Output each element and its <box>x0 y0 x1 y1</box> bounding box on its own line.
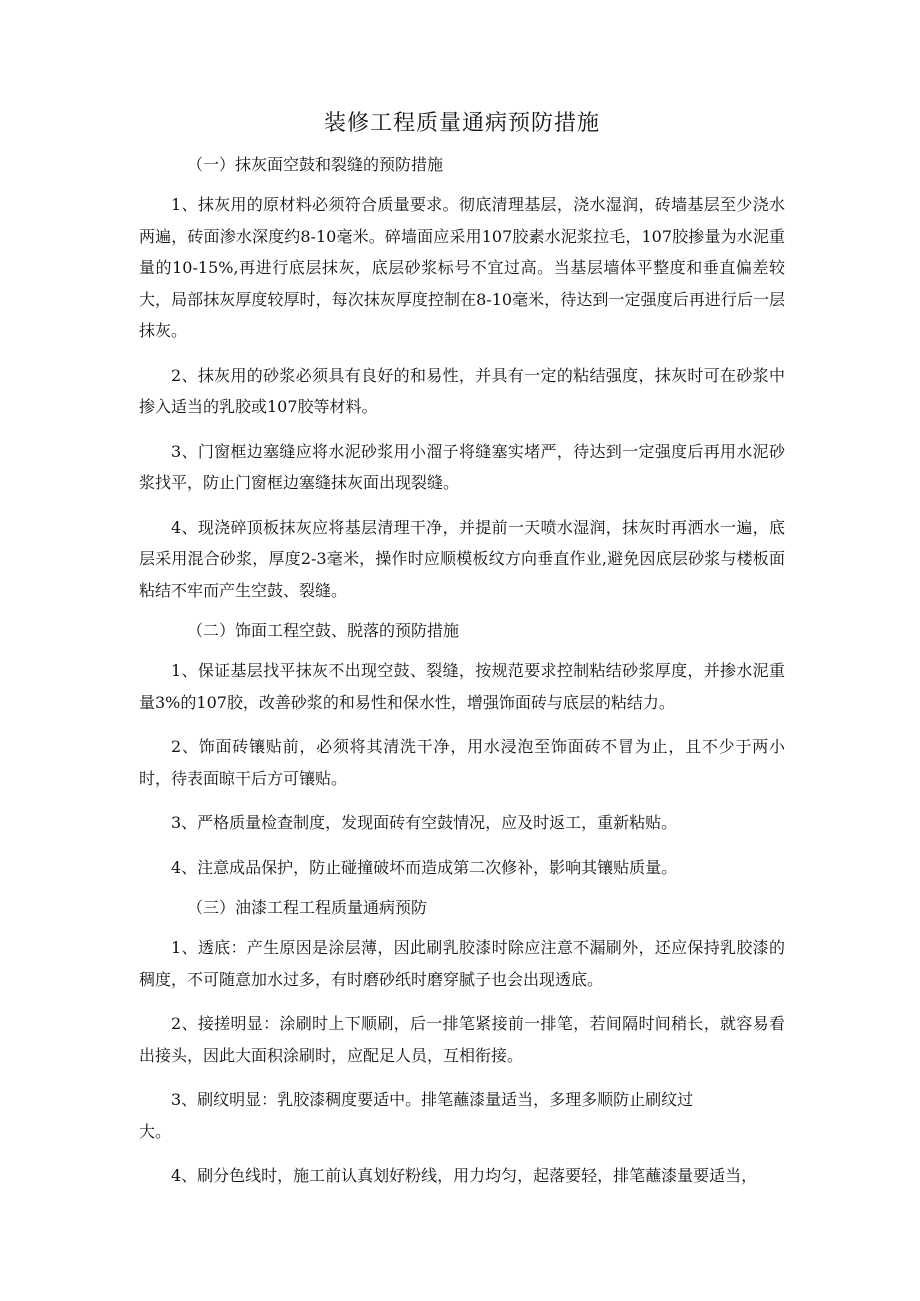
paragraph: 4、现浇碎顶板抹灰应将基层清理干净，并提前一天喷水湿润，抹灰时再洒水一遍，底层采用混合砂浆，厚度2-3毫米，操作时应顺模板纹方向垂直作业,避免因底层砂浆与楼板面粘结不牢而产生空鼓、裂缝。 <box>139 517 785 600</box>
paragraph: 3、门窗框边塞缝应将水泥砂浆用小溜子将缝塞实堵严，待达到一定强度后再用水泥砂浆找平，防止门窗框边塞缝抹灰面出现裂缝。 <box>139 441 785 492</box>
section-heading: （二）饰面工程空鼓、脱落的预防措施 <box>187 621 460 640</box>
paragraph: 3、严格质量检查制度，发现面砖有空鼓情况，应及时返工，重新粘贴。 <box>171 813 678 832</box>
section-heading: （一）抹灰面空鼓和裂缝的预防措施 <box>187 155 444 174</box>
paragraph: 1、透底：产生原因是涂层薄，因此刷乳胶漆时除应注意不漏刷外，还应保持乳胶漆的稠度，不可随意加水过多，有时磨砂纸时磨穿腻子也会出现透底。 <box>139 938 785 989</box>
paragraph: 3、刷纹明显：乳胶漆稠度要适中。排笔蘸漆量适当，多理多顺防止刷纹过 <box>171 1090 694 1109</box>
paragraph: 2、接搓明显：涂刷时上下顺刷，后一排笔紧接前一排笔，若间隔时间稍长，就容易看出接头，因此大面积涂刷时，应配足人员，互相衔接。 <box>139 1014 785 1065</box>
paragraph: 4、注意成品保护，防止碰撞破坏而造成第二次修补，影响其镶贴质量。 <box>171 857 678 877</box>
paragraph: 2、抹灰用的砂浆必须具有良好的和易性，并具有一定的粘结强度，抹灰时可在砂浆中掺入适当的乳胶或107胶等材料。 <box>139 365 785 416</box>
section-facing-tiles <box>139 619 785 883</box>
document-page <box>139 108 785 1205</box>
paragraph-continuation: 大。 <box>139 1121 172 1141</box>
paragraph: 4、刷分色线时，施工前认真划好粉线，用力均匀，起落要轻，排笔蘸漆量要适当， <box>171 1166 758 1185</box>
paragraph: 1、抹灰用的原材料必须符合质量要求。彻底清理基层，浇水湿润，砖墙基层至少浇水两遍，砖面渗水深度约8-10毫米。碎墙面应采用107胶素水泥浆拉毛，107胶掺量为水泥重量的10-15%,再进行底层抹灰，底层砂浆标号不宜过高。当基层墙体平整度和垂直偏差较大，局部抹灰厚度较厚时，每次抹灰厚度控制在8-10毫米，待达到一定强度后再进行后一层抹灰。 <box>139 195 785 340</box>
paragraph: 1、保证基层找平抹灰不出现空鼓、裂缝，按规范要求控制粘结砂浆厚度，并掺水泥重量3%的107胶，改善砂浆的和易性和保水性，增强饰面砖与底层的粘结力。 <box>139 661 785 712</box>
section-heading: （三）油漆工程工程质量通病预防 <box>187 898 428 917</box>
section-painting <box>139 896 785 1192</box>
section-plastering <box>139 153 785 606</box>
document-title: 装修工程质量通病预防措施 <box>323 111 600 136</box>
paragraph: 2、饰面砖镶贴前，必须将其清洗干净，用水浸泡至饰面砖不冒为止，且不少于两小时，待表面晾干后方可镶贴。 <box>139 737 785 788</box>
